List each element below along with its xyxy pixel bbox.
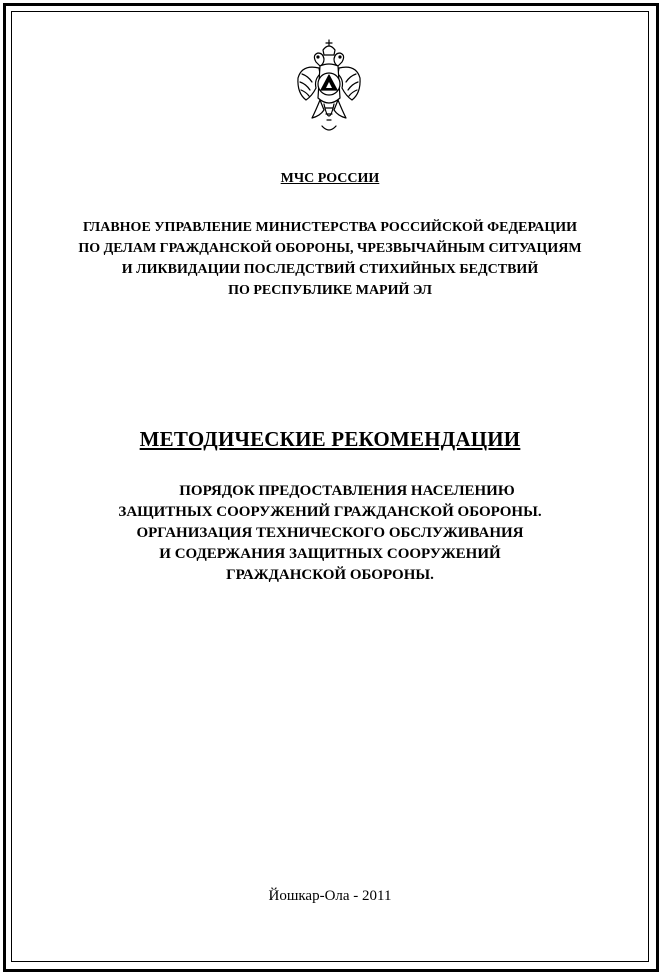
subject-line: ЗАЩИТНЫХ СООРУЖЕНИЙ ГРАЖДАНСКОЙ ОБОРОНЫ.	[118, 504, 542, 520]
authority-line: ПО РЕСПУБЛИКЕ МАРИЙ ЭЛ	[228, 283, 432, 298]
document-subject	[0, 481, 660, 586]
authority-line: ПО ДЕЛАМ ГРАЖДАНСКОЙ ОБОРОНЫ, ЧРЕЗВЫЧАЙНЫМ СИТУАЦИЯМ	[78, 241, 582, 256]
subject-line: ОРГАНИЗАЦИЯ ТЕХНИЧЕСКОГО ОБСЛУЖИВАНИЯ	[136, 525, 524, 541]
emercom-eagle-emblem-icon	[294, 38, 364, 136]
document-title: МЕТОДИЧЕСКИЕ РЕКОМЕНДАЦИИ	[139, 427, 521, 451]
agency-name: МЧС РОССИИ	[280, 171, 380, 186]
authority-block	[0, 217, 660, 301]
place-and-year: Йошкар-Ола - 2011	[268, 888, 392, 904]
subject-line: ГРАЖДАНСКОЙ ОБОРОНЫ.	[226, 567, 434, 583]
subject-line: ПОРЯДОК ПРЕДОСТАВЛЕНИЯ НАСЕЛЕНИЮ	[179, 483, 515, 499]
subject-line: И СОДЕРЖАНИЯ ЗАЩИТНЫХ СООРУЖЕНИЙ	[159, 546, 501, 562]
authority-line: ГЛАВНОЕ УПРАВЛЕНИЕ МИНИСТЕРСТВА РОССИЙСКОЙ ФЕДЕРАЦИИ	[82, 220, 578, 235]
authority-line: И ЛИКВИДАЦИИ ПОСЛЕДСТВИЙ СТИХИЙНЫХ БЕДСТВИЙ	[121, 262, 539, 277]
